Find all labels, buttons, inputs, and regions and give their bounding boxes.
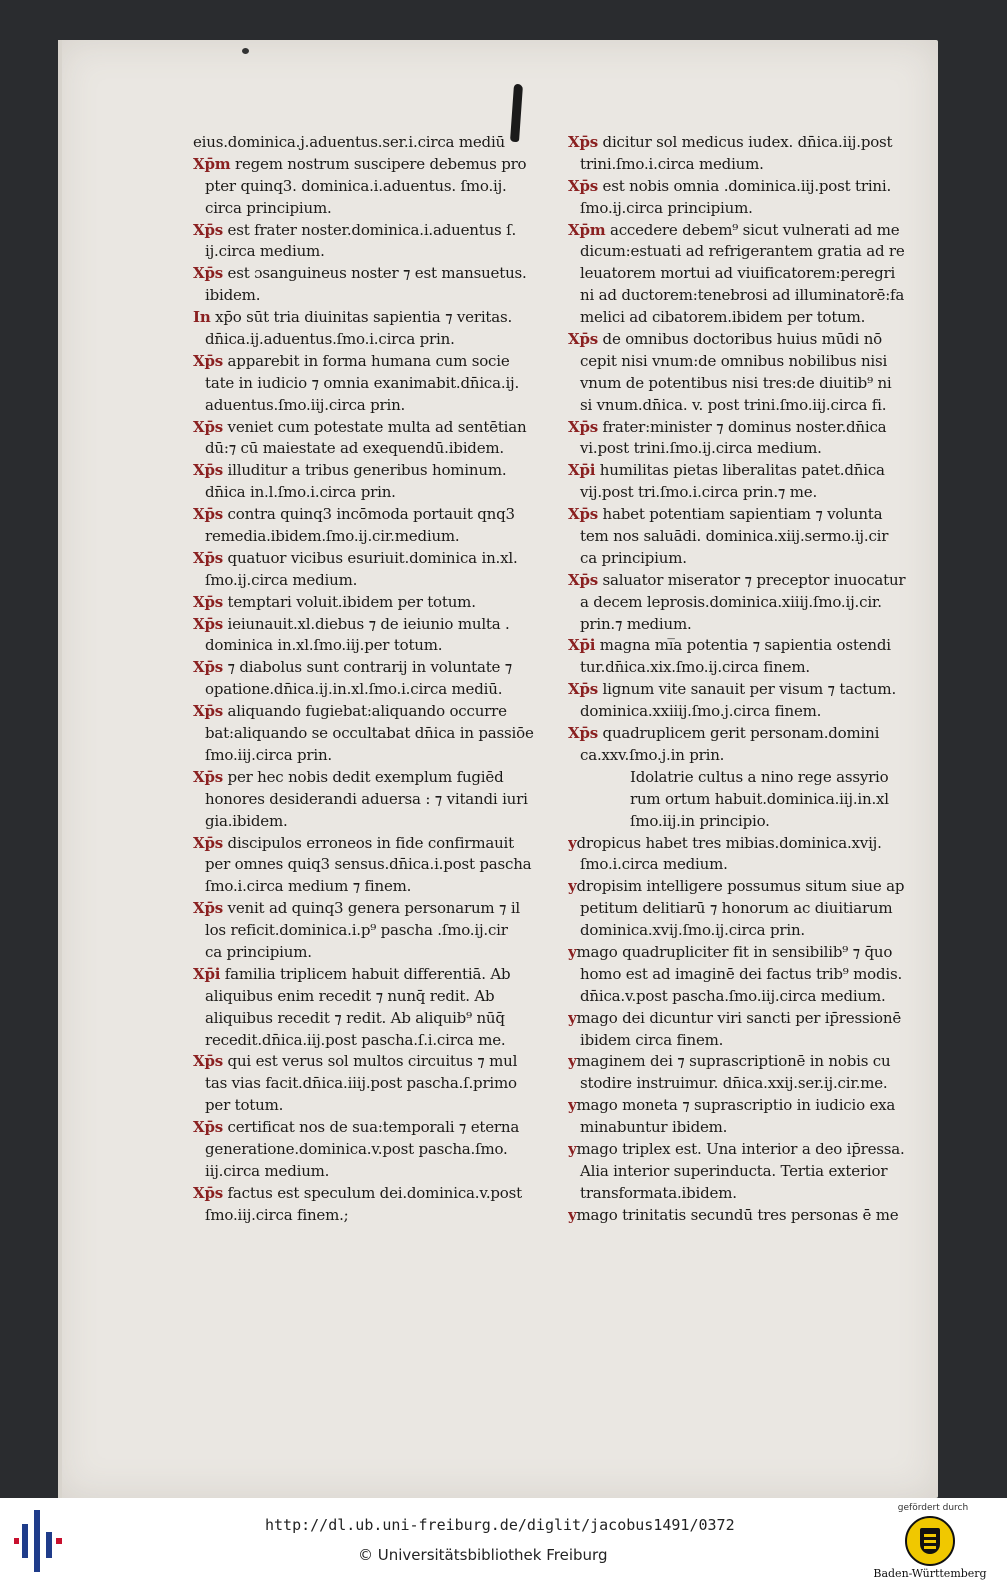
text-line (568, 592, 923, 614)
text-line (193, 395, 548, 417)
text-line (568, 854, 923, 876)
line-text: dicum:estuati ad refrigerantem gratia ad re (580, 242, 905, 261)
line-text: vnum de potentibus nisi tres:de diuitib⁹ ni (580, 373, 892, 392)
text-line (568, 438, 923, 460)
line-text: opatione.dn̄ica.ij.in.xl.ſmo.i.circa mediū. (205, 680, 503, 699)
line-text: dn̄ica.v.post pascha.ſmo.iij.circa medium. (580, 986, 886, 1005)
line-text: venit ad quinq3 genera personarum ⁊ il (222, 899, 521, 918)
line-text: saluator miserator ⁊ preceptor inuocatur (597, 570, 906, 589)
line-text: petitum delitiarū ⁊ honorum ac diuitiarum (580, 899, 893, 918)
text-line (193, 460, 548, 482)
text-line (193, 1139, 548, 1161)
line-text: eius.dominica.j.aduentus.ser.i.circa mediū (193, 133, 506, 151)
line-text: veniet cum potestate multa ad sentētian (222, 417, 527, 436)
text-line (193, 526, 548, 548)
text-line (568, 263, 923, 285)
rubric-initial: Xp̄s (568, 724, 598, 743)
line-text: quadruplicem gerit personam.domini (597, 724, 880, 743)
text-line (568, 789, 923, 811)
line-text: los reficit.dominica.i.p⁹ pascha .ſmo.ij.cir (205, 921, 508, 940)
rubric-initial: Xp̄s (193, 505, 223, 524)
text-line (193, 876, 548, 898)
text-line (568, 964, 923, 986)
text-line (193, 307, 548, 329)
text-line (193, 504, 548, 526)
text-line (568, 876, 923, 898)
line-text: dominica.xxiiij.ſmo.j.circa finem. (580, 702, 822, 721)
text-line (568, 767, 923, 789)
line-text: accedere debem⁹ sicut vulnerati ad me (605, 220, 900, 239)
text-line (193, 1008, 548, 1030)
text-line (193, 657, 548, 679)
text-line (568, 833, 923, 855)
text-line (568, 285, 923, 307)
text-line (568, 1008, 923, 1030)
line-text: contra quinq3 incōmoda portauit qnq3 (222, 505, 515, 524)
rubric-initial: In (193, 308, 211, 327)
line-text: mago triplex est. Una interior a deo ip̄ressa. (576, 1139, 905, 1158)
line-text: humilitas pietas liberalitas patet.dn̄ica (595, 461, 885, 480)
rubric-initial: Xp̄s (568, 505, 598, 524)
line-text: honores desiderandi aduersa : ⁊ vitandi iuri (205, 789, 528, 808)
rubric-initial: Xp̄s (193, 1052, 223, 1071)
text-line (568, 132, 923, 154)
line-text: vij.post tri.ſmo.i.circa prin.⁊ me. (580, 483, 818, 502)
line-text: aliquibus recedit ⁊ redit. Ab aliquib⁹ nūq̄ (205, 1008, 505, 1027)
line-text: vi.post trini.ſmo.ij.circa medium. (580, 439, 822, 458)
line-text: aliquando fugiebat:aliquando occurre (222, 702, 507, 721)
text-line (193, 176, 548, 198)
rubric-initial: Xp̄s (568, 133, 598, 151)
rubric-initial: y (568, 1052, 577, 1071)
text-line (193, 570, 548, 592)
text-line (193, 854, 548, 876)
text-line (568, 526, 923, 548)
text-line (193, 351, 548, 373)
line-text: cepit nisi vnum:de omnibus nobilibus nisi (580, 351, 888, 370)
line-text: discipulos erroneos in fide confirmauit (222, 833, 514, 852)
text-line (193, 263, 548, 285)
text-line (568, 1051, 923, 1073)
line-text: rum ortum habuit.dominica.iij.in.xl (630, 789, 889, 808)
line-text: ij.circa medium. (205, 242, 325, 261)
text-line (193, 614, 548, 636)
text-line (193, 132, 548, 154)
line-text: de omnibus doctoribus huius mūdi nō (597, 330, 883, 349)
line-text: magna mi̅a potentia ⁊ sapientia ostendi (595, 636, 891, 655)
text-line (568, 1073, 923, 1095)
rubric-initial: Xp̄i (568, 461, 596, 480)
text-line (193, 1183, 548, 1205)
line-text: si vnum.dn̄ica. v. post trini.ſmo.iij.circa fi. (580, 395, 887, 414)
line-text: ⁊ diabolus sunt contrarij in voluntate ⁊ (222, 658, 513, 677)
line-text: temptari voluit.ibidem per totum. (222, 592, 476, 611)
text-line (193, 1117, 548, 1139)
line-text: apparebit in forma humana cum socie (222, 351, 510, 370)
text-line (568, 1205, 923, 1227)
right-text-column (568, 132, 923, 1227)
line-text: frater:minister ⁊ dominus noster.dn̄ica (597, 417, 887, 436)
ink-dot (242, 48, 249, 54)
text-line (568, 1030, 923, 1052)
line-text: est nobis omnia .dominica.iij.post trini. (597, 176, 892, 195)
rubric-initial: Xp̄s (193, 351, 223, 370)
line-text: xp̄o sūt tria diuinitas sapientia ⁊ veritas. (210, 308, 513, 327)
line-text: per omnes quiq3 sensus.dn̄ica.i.post pascha (205, 855, 532, 874)
rubric-initial: y (568, 1205, 577, 1224)
text-line (568, 986, 923, 1008)
line-text: regem nostrum suscipere debemus pro (230, 154, 527, 173)
line-text: dropisim intelligere possumus situm siue ap (576, 877, 905, 896)
text-line (568, 482, 923, 504)
permalink-url[interactable]: http://dl.ub.uni-freiburg.de/diglit/jacobus1491/0372 (265, 1516, 735, 1534)
text-line (568, 504, 923, 526)
line-text: factus est speculum dei.dominica.v.post (222, 1183, 522, 1202)
text-line (568, 635, 923, 657)
line-text: leuatorem mortui ad viuificatorem:peregri (580, 264, 896, 283)
rubric-initial: Xp̄s (568, 570, 598, 589)
text-line (568, 307, 923, 329)
line-text: ibidem. (205, 286, 261, 305)
text-line (193, 438, 548, 460)
line-text: ſmo.i.circa medium ⁊ finem. (205, 877, 412, 896)
line-text: ſmo.iij.circa finem.; (205, 1205, 349, 1224)
rubric-initial: y (568, 1008, 577, 1027)
rubric-initial: y (568, 942, 577, 961)
line-text: circa principium. (205, 198, 332, 217)
rubric-initial: Xp̄s (193, 1183, 223, 1202)
text-line (193, 1073, 548, 1095)
left-text-column (193, 132, 548, 1227)
text-line (193, 220, 548, 242)
rubric-initial: Xp̄s (193, 899, 223, 918)
text-line (193, 635, 548, 657)
line-text: ſmo.iij.circa prin. (205, 745, 333, 764)
rubric-initial: Xp̄s (568, 417, 598, 436)
line-text: dropicus habet tres mibias.dominica.xvij. (576, 833, 882, 852)
rubric-initial: Xp̄s (193, 658, 223, 677)
rubric-initial: Xp̄s (568, 680, 598, 699)
rubric-initial: Xp̄s (193, 264, 223, 283)
copyright-notice: © Universitätsbibliothek Freiburg (358, 1546, 608, 1564)
text-line (193, 329, 548, 351)
line-text: aduentus.ſmo.iij.circa prin. (205, 395, 406, 414)
text-line (568, 417, 923, 439)
text-line (568, 329, 923, 351)
rubric-initial: Xp̄s (193, 461, 223, 480)
line-text: maginem dei ⁊ suprascriptionē in nobis cu (576, 1052, 891, 1071)
text-line (568, 373, 923, 395)
rubric-initial: Xp̄i (568, 636, 596, 655)
line-text: ca principium. (580, 548, 687, 567)
text-line (568, 898, 923, 920)
text-line (193, 898, 548, 920)
text-line (568, 460, 923, 482)
rubric-initial: Xp̄s (193, 220, 223, 239)
line-text: Idolatrie cultus a nino rege assyrio (630, 767, 889, 786)
text-line (568, 241, 923, 263)
text-line (193, 1161, 548, 1183)
text-line (568, 1139, 923, 1161)
text-line (193, 1205, 548, 1227)
text-line (568, 176, 923, 198)
text-line (193, 833, 548, 855)
text-line (193, 789, 548, 811)
funder-name: Baden-Württemberg (873, 1567, 987, 1580)
line-text: recedit.dn̄ica.iij.post pascha.ſ.i.circa me. (205, 1030, 506, 1049)
line-text: ni ad ductorem:tenebrosi ad illuminatorē:fa (580, 286, 905, 305)
line-text: ca principium. (205, 942, 312, 961)
text-line (193, 285, 548, 307)
text-line (193, 417, 548, 439)
text-line (193, 701, 548, 723)
line-text: dicitur sol medicus iudex. dn̄ica.iij.post (597, 133, 893, 151)
line-text: tur.dn̄ica.xix.ſmo.ij.circa finem. (580, 658, 810, 677)
text-line (568, 220, 923, 242)
text-line (193, 482, 548, 504)
line-text: a decem leprosis.dominica.xiiij.ſmo.ij.cir. (580, 592, 882, 611)
line-text: ſmo.ij.circa medium. (205, 570, 358, 589)
text-line (193, 1030, 548, 1052)
text-line (568, 1117, 923, 1139)
rubric-initial: Xp̄s (193, 548, 223, 567)
text-line (568, 679, 923, 701)
baden-wuerttemberg-crest-icon (905, 1516, 955, 1566)
text-line (568, 701, 923, 723)
line-text: dominica.xvij.ſmo.ij.circa prin. (580, 921, 805, 940)
line-text: iij.circa medium. (205, 1161, 330, 1180)
funder-label: gefördert durch (897, 1503, 969, 1513)
text-line (568, 570, 923, 592)
rubric-initial: Xp̄s (193, 614, 223, 633)
line-text: qui est verus sol multos circuitus ⁊ mul (222, 1052, 518, 1071)
rubric-initial: Xp̄i (193, 964, 221, 983)
text-line (568, 351, 923, 373)
line-text: ieiunauit.xl.diebus ⁊ de ieiunio multa . (222, 614, 510, 633)
line-text: homo est ad imaginē dei factus trib⁹ modis. (580, 964, 903, 983)
line-text: prin.⁊ medium. (580, 614, 692, 633)
line-text: mago quadrupliciter fit in sensibilib⁹ ⁊ q̄uo (576, 942, 893, 961)
text-line (193, 767, 548, 789)
text-line (568, 1161, 923, 1183)
text-line (193, 373, 548, 395)
text-line (193, 942, 548, 964)
rubric-initial: Xp̄s (193, 702, 223, 721)
line-text: mago trinitatis secundū tres personas ē me (576, 1205, 899, 1224)
rubric-initial: Xp̄m (193, 154, 231, 173)
text-line (568, 614, 923, 636)
text-line (568, 395, 923, 417)
text-line (193, 241, 548, 263)
line-text: tas vias facit.dn̄ica.iiij.post pascha.ſ.primo (205, 1074, 517, 1093)
line-text: trini.ſmo.i.circa medium. (580, 154, 764, 173)
line-text: pter quinq3. dominica.i.aduentus. ſmo.ij. (205, 176, 507, 195)
line-text: tem nos saluādi. dominica.xiij.sermo.ij.cir (580, 527, 889, 546)
line-text: lignum vite sanauit per visum ⁊ tactum. (597, 680, 897, 699)
line-text: habet potentiam sapientiam ⁊ volunta (597, 505, 883, 524)
line-text: per totum. (205, 1096, 284, 1115)
line-text: dn̄ica in.l.ſmo.i.circa prin. (205, 483, 396, 502)
rubric-initial: Xp̄s (193, 833, 223, 852)
line-text: ſmo.i.circa medium. (580, 855, 728, 874)
text-line (193, 811, 548, 833)
line-text: dn̄ica.ij.aduentus.ſmo.i.circa prin. (205, 330, 455, 349)
text-line (193, 154, 548, 176)
text-line (193, 592, 548, 614)
line-text: melici ad cibatorem.ibidem per totum. (580, 308, 866, 327)
text-line (193, 198, 548, 220)
line-text: gia.ibidem. (205, 811, 288, 830)
rubric-initial: Xp̄s (193, 592, 223, 611)
text-line (568, 1183, 923, 1205)
text-line (193, 548, 548, 570)
rubric-initial: y (568, 833, 577, 852)
ub-freiburg-logo-icon (14, 1510, 64, 1572)
rubric-initial: Xp̄s (193, 1118, 223, 1137)
rubric-initial: Xp̄s (568, 330, 598, 349)
line-text: bat:aliquando se occultabat dn̄ica in passiōe (205, 724, 534, 743)
line-text: remedia.ibidem.ſmo.ij.cir.medium. (205, 527, 460, 546)
line-text: ca.xxv.ſmo.j.in prin. (580, 745, 725, 764)
text-line (193, 723, 548, 745)
text-line (193, 1051, 548, 1073)
line-text: mago dei dicuntur viri sancti per ip̄ressionē (576, 1008, 902, 1027)
text-line (568, 657, 923, 679)
text-line (568, 745, 923, 767)
line-text: certificat nos de sua:temporali ⁊ eterna (222, 1118, 520, 1137)
line-text: aliquibus enim recedit ⁊ nunq̄ redit. Ab (205, 986, 495, 1005)
rubric-initial: Xp̄s (193, 767, 223, 786)
text-line (193, 745, 548, 767)
line-text: minabuntur ibidem. (580, 1118, 728, 1137)
line-text: Alia interior superinducta. Tertia exterior (580, 1161, 888, 1180)
line-text: tate in iudicio ⁊ omnia exanimabit.dn̄ica.ij. (205, 373, 520, 392)
text-line (568, 548, 923, 570)
line-text: est ɔsanguineus noster ⁊ est mansuetus. (222, 264, 527, 283)
rubric-initial: Xp̄m (568, 220, 606, 239)
text-line (193, 986, 548, 1008)
line-text: familia triplicem habuit differentiā. Ab (220, 964, 511, 983)
text-line (568, 154, 923, 176)
page-edge (58, 40, 62, 1498)
text-line (568, 920, 923, 942)
line-text: per hec nobis dedit exemplum fugiēd (222, 767, 504, 786)
line-text: est frater noster.dominica.i.aduentus ſ. (222, 220, 517, 239)
rubric-initial: Xp̄s (193, 417, 223, 436)
text-line (193, 679, 548, 701)
rubric-initial: Xp̄s (568, 176, 598, 195)
rubric-initial: y (568, 1139, 577, 1158)
line-text: generatione.dominica.v.post pascha.ſmo. (205, 1139, 508, 1158)
line-text: mago moneta ⁊ suprascriptio in iudicio exa (576, 1096, 896, 1115)
text-line (193, 920, 548, 942)
line-text: quatuor vicibus esuriuit.dominica in.xl. (222, 548, 518, 567)
rubric-initial: y (568, 1096, 577, 1115)
line-text: stodire instruimur. dn̄ica.xxij.ser.ij.cir.me. (580, 1074, 888, 1093)
rubric-initial: y (568, 877, 577, 896)
line-text: ibidem circa finem. (580, 1030, 724, 1049)
line-text: dominica in.xl.ſmo.iij.per totum. (205, 636, 443, 655)
text-line (568, 942, 923, 964)
line-text: dū:⁊ cū maiestate ad exequendū.ibidem. (205, 439, 504, 458)
text-line (193, 964, 548, 986)
text-line (568, 723, 923, 745)
text-line (568, 198, 923, 220)
line-text: ſmo.iij.in principio. (630, 811, 770, 830)
text-line (568, 811, 923, 833)
line-text: transformata.ibidem. (580, 1183, 737, 1202)
text-line (193, 1095, 548, 1117)
line-text: illuditur a tribus generibus hominum. (222, 461, 507, 480)
text-line (568, 1095, 923, 1117)
footer-bar (0, 1498, 1007, 1591)
line-text: ſmo.ij.circa principium. (580, 198, 753, 217)
